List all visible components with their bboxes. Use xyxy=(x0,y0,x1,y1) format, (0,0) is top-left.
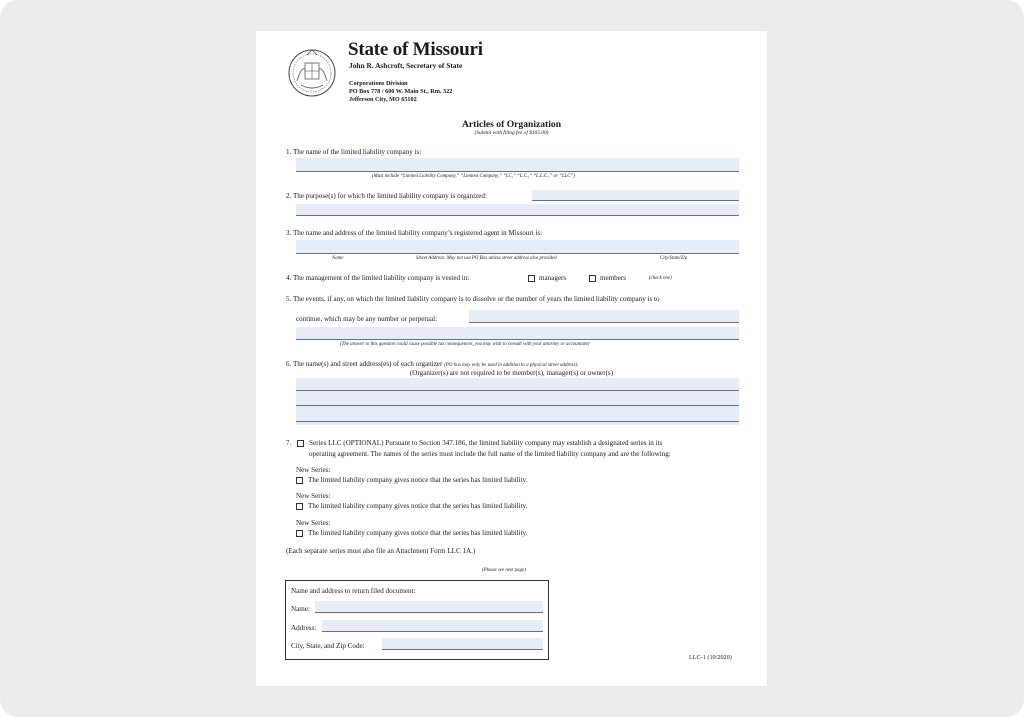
members-label: members xyxy=(600,274,627,282)
item3-label: 3. The name and address of the limited liability company’s registered agent in Missouri is: xyxy=(286,229,543,237)
series1-notice: The limited liability company gives notice that the series has limited liability. xyxy=(308,476,528,484)
header-address-line1: PO Box 778 / 600 W. Main St., Rm. 322 xyxy=(349,88,453,95)
series-footer-note: (Each separate series must also file an Attachment Form LLC 1A.) xyxy=(286,547,476,555)
organizer-line2 xyxy=(296,405,739,406)
series3-checkbox[interactable] xyxy=(296,530,303,537)
continued-note: (Please see next page) xyxy=(482,568,526,573)
series-llc-checkbox[interactable] xyxy=(297,440,304,447)
organizer-line1 xyxy=(296,390,739,391)
series2-heading: New Series: xyxy=(296,492,331,500)
purpose-line2 xyxy=(296,215,739,216)
item6-organizer-note: (Organizer(s) are not required to be member(s), manager(s) or owner(s) xyxy=(409,369,614,377)
return-city-line xyxy=(382,649,543,650)
item6-label-note: (PO box may only be used in addition to a physical street address): xyxy=(444,363,579,368)
company-name-line xyxy=(296,171,739,172)
registered-agent-line xyxy=(296,253,739,254)
item7-label-line2: operating agreement. The names of the series must include the full name of the limited liability company and are the following: xyxy=(309,450,671,458)
purpose-field-line1[interactable] xyxy=(532,190,739,200)
item1-hint: (Must include “Limited Liability Company,” “Limited Company,” “LC,” “L.C.,” “L.L.C.,” or “LLC”) xyxy=(372,174,575,179)
return-city-field[interactable] xyxy=(382,638,543,649)
organizer-field[interactable] xyxy=(296,378,739,425)
return-city-label: City, State, and Zip Code: xyxy=(291,642,365,650)
series1-heading: New Series: xyxy=(296,466,331,474)
dissolution-line2 xyxy=(296,339,739,340)
return-address-box xyxy=(285,580,549,660)
return-heading: Name and address to return filed document: xyxy=(291,587,416,595)
return-name-line xyxy=(315,612,543,613)
state-seal-icon xyxy=(287,45,337,99)
dissolution-field-line2[interactable] xyxy=(296,327,739,339)
purpose-field-line2[interactable] xyxy=(296,204,739,215)
agent-col-city: City/State/Zip xyxy=(660,256,688,261)
item7-label-line1: Series LLC (OPTIONAL) Pursuant to Section 347.186, the limited liability company may establish a designated series in its xyxy=(309,439,663,447)
return-address-field[interactable] xyxy=(322,620,543,631)
return-name-label: Name: xyxy=(291,605,310,613)
form-number: LLC-1 (10/2020) xyxy=(689,654,732,661)
item2-label: 2. The purpose(s) for which the limited liability company is organized: xyxy=(286,192,487,200)
purpose-line1 xyxy=(532,200,739,201)
item6-label xyxy=(286,360,579,368)
form-page xyxy=(256,31,767,686)
series1-checkbox[interactable] xyxy=(296,477,303,484)
item5-hint: (The answer to this question could cause possible tax consequences, you may wish to consult with your attorney or accountant) xyxy=(340,342,590,347)
return-address-line xyxy=(322,631,543,632)
series2-notice: The limited liability company gives notice that the series has limited liability. xyxy=(308,502,528,510)
header-title: State of Missouri xyxy=(348,39,483,60)
item6-label-main: 6. The name(s) and street address(es) of each organizer xyxy=(286,360,443,368)
managers-checkbox[interactable] xyxy=(528,275,535,282)
item5-label-line1: 5. The events, if any, on which the limited liability company is to dissolve or the number of years the limited liability company is to xyxy=(286,295,660,303)
item1-label: 1. The name of the limited liability company is: xyxy=(286,148,422,156)
return-address-label: Address: xyxy=(291,624,317,632)
header-division: Corporations Division xyxy=(349,80,408,87)
managers-label: managers xyxy=(539,274,567,282)
dissolution-line1 xyxy=(469,322,739,323)
document-title: Articles of Organization xyxy=(461,119,562,130)
item7-number: 7. xyxy=(286,439,292,447)
members-checkbox[interactable] xyxy=(589,275,596,282)
filing-fee-note: (Submit with filing fee of $105.00) xyxy=(474,130,549,136)
series2-checkbox[interactable] xyxy=(296,503,303,510)
item4-label: 4. The management of the limited liability company is vested in: xyxy=(286,274,470,282)
company-name-field[interactable] xyxy=(296,158,739,171)
agent-col-name: Name xyxy=(332,256,344,261)
item5-label-line2: continue, which may be any number or perpetual: xyxy=(296,315,438,323)
return-name-field[interactable] xyxy=(315,601,543,612)
series3-heading: New Series: xyxy=(296,519,331,527)
registered-agent-field[interactable] xyxy=(296,240,739,253)
header-subtitle: John R. Ashcroft, Secretary of State xyxy=(349,61,463,70)
organizer-line3 xyxy=(296,421,739,422)
item4-hint: (check one) xyxy=(649,276,672,281)
header-address-line2: Jefferson City, MO 65102 xyxy=(349,96,417,103)
agent-col-street: Street Address: May not use PO Box unless street address also provided xyxy=(416,256,557,261)
series3-notice: The limited liability company gives notice that the series has limited liability. xyxy=(308,529,528,537)
dissolution-field-line1[interactable] xyxy=(469,310,739,322)
